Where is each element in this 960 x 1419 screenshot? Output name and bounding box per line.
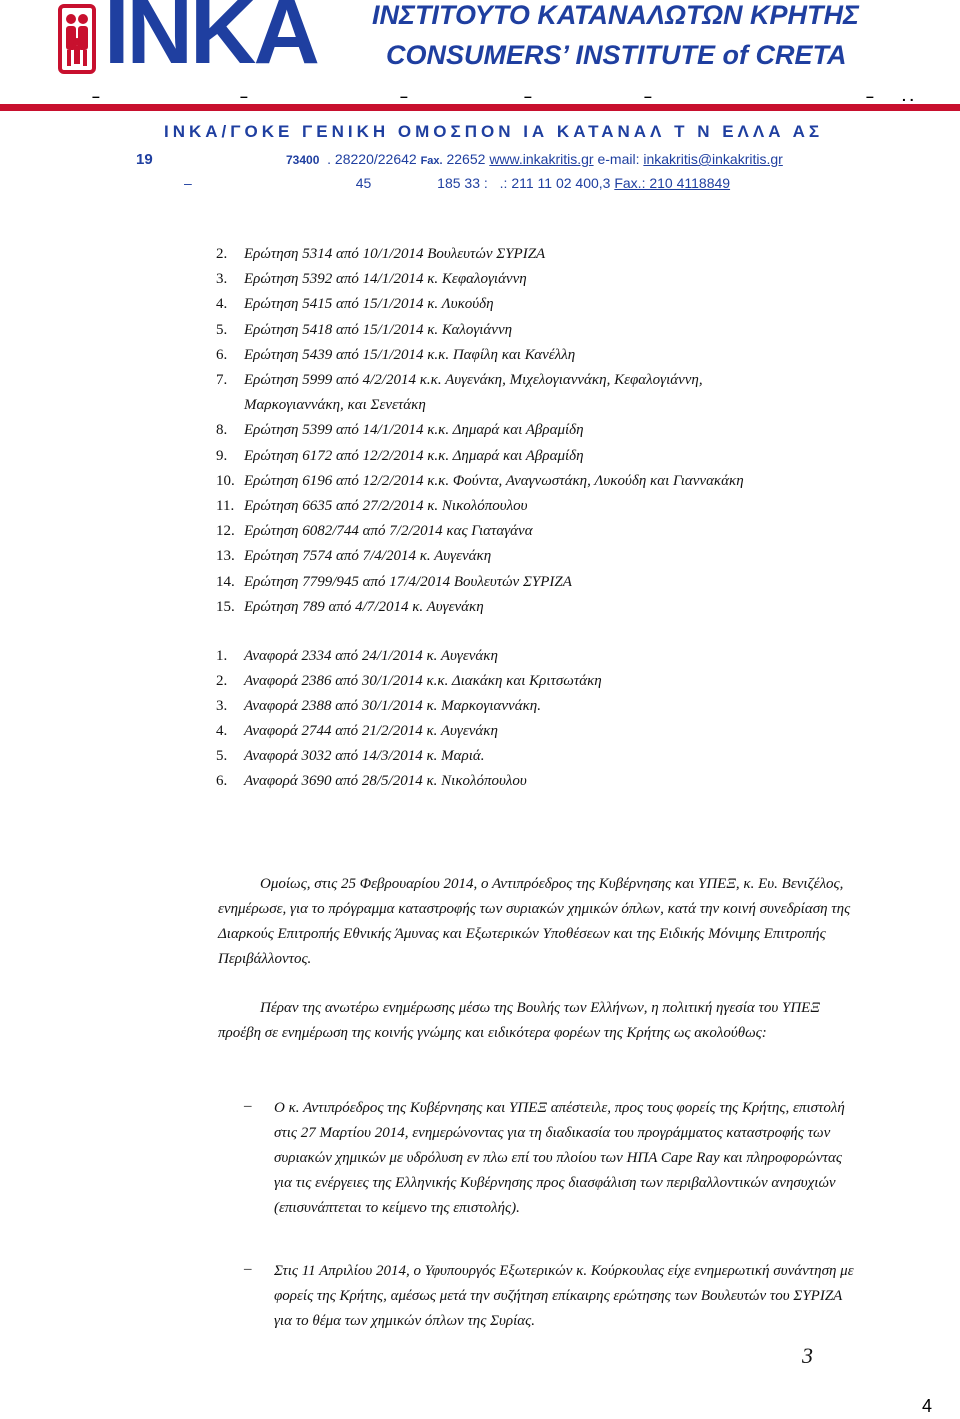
list-item bbox=[216, 599, 484, 616]
list-item-text: Μαρκογιαννάκη, και Σενετάκη bbox=[244, 397, 426, 414]
list-item-text: Ερώτηση 5314 από 10/1/2014 Βουλευτών ΣΥΡΙΖΑ bbox=[244, 246, 546, 262]
website-link[interactable]: www.inkakritis.gr bbox=[489, 151, 594, 167]
bullet-dash: – bbox=[244, 1098, 252, 1114]
list-item bbox=[216, 246, 545, 263]
header-dots: . . bbox=[902, 88, 914, 104]
list-item-number: 3. bbox=[216, 698, 228, 714]
postcode: 73400 bbox=[286, 153, 320, 167]
email-link[interactable]: inkakritis@inkakritis.gr bbox=[643, 151, 783, 167]
list-item-number: 5. bbox=[216, 321, 228, 338]
list-item bbox=[216, 773, 527, 790]
list-item-text: Ερώτηση 5399 από 14/1/2014 κ.κ. Δημαρά και Αβραμίδη bbox=[244, 422, 584, 439]
athens-postcode: 185 33 : bbox=[437, 175, 488, 191]
list-item bbox=[216, 296, 494, 313]
phone: . 28220/22642 bbox=[327, 151, 417, 167]
institute-logo-emblem bbox=[58, 4, 96, 74]
fax-number: 22652 bbox=[446, 151, 486, 167]
list-item-number: 1. bbox=[216, 648, 228, 664]
list-item-text: Ερώτηση 5415 από 15/1/2014 κ. Λυκούδη bbox=[244, 296, 494, 313]
athens-contact-line bbox=[184, 175, 730, 191]
list-item bbox=[216, 473, 744, 490]
list-item bbox=[216, 498, 528, 515]
list-item bbox=[216, 748, 485, 765]
list-item bbox=[216, 372, 703, 389]
list-item bbox=[216, 698, 541, 715]
header-dash: – bbox=[644, 88, 652, 104]
list-item bbox=[216, 271, 527, 288]
list-item-number: 7. bbox=[216, 372, 228, 388]
header-dash: – bbox=[524, 88, 532, 104]
list-item bbox=[216, 347, 575, 364]
list-item-text: Ερώτηση 7574 από 7/4/2014 κ. Αυγενάκη bbox=[244, 548, 492, 565]
list-item-text: Ερώτηση 5999 από 4/2/2014 κ.κ. Αυγενάκη, Μιχελογιαννάκη, Κεφαλογιάννη, bbox=[244, 372, 703, 388]
athens-address-number: 45 bbox=[355, 175, 372, 191]
list-item-number: 5. bbox=[216, 748, 228, 764]
fax-label: Fax. bbox=[420, 155, 443, 167]
athens-fax: Fax.: 210 4118849 bbox=[614, 175, 731, 191]
list-item bbox=[216, 548, 491, 565]
list-item-number: 4. bbox=[216, 296, 228, 313]
address-number: 19 bbox=[136, 151, 153, 168]
list-item-text: Αναφορά 2744 από 21/2/2014 κ. Αυγενάκη bbox=[244, 723, 498, 739]
list-item-number: 10. bbox=[216, 472, 235, 489]
list-item-text: Αναφορά 2388 από 30/1/2014 κ. Μαρκογιαννάκη. bbox=[244, 698, 541, 714]
header-divider bbox=[0, 104, 960, 111]
bullet-dash: – bbox=[244, 1261, 252, 1277]
list-item bbox=[216, 448, 584, 465]
email-label: e-mail: bbox=[597, 151, 640, 167]
list-item bbox=[216, 322, 512, 339]
list-item bbox=[216, 523, 533, 540]
paragraph-public-information: Πέραν της ανωτέρω ενημέρωσης μέσω της Βουλής των Ελλήνων, η πολιτική ηγεσία του ΥΠΕΞ προέβη σε ενημέρωση της κοινής γνώμης και ειδικότερα φορέων της Κρήτης ως ακολούθως: bbox=[218, 1000, 820, 1041]
institute-name-greek: ΙΝΣΤΙΤΟΥΤΟ ΚΑΤΑΝΑΛΩΤΩΝ ΚΡΗΤΗΣ bbox=[372, 0, 859, 30]
bullet-letter: Ο κ. Αντιπρόεδρος της Κυβέρνησης και ΥΠΕΞ απέστειλε, προς τους φορείς της Κρήτης, επιστολή στις 27 Μαρτίου 2014, ενημερώνοντας για τη διαδικασία του προγράμματος καταστροφής των συριακών χημικών με υδρόλυση εν πλω επί του πλοίου των ΗΠΑ Cape Ray και πληροφορώντας για τις ενέργειες της Ελληνικής Κυβέρνησης προς διασφάλιση των περιβαλλοντικών ανησυχιών (επισυνάπτεται το κείμενο της επιστολής). bbox=[274, 1100, 845, 1216]
list-item-text: Αναφορά 2334 από 24/1/2014 κ. Αυγενάκη bbox=[244, 648, 498, 664]
athens-phone: .: 211 11 02 400,3 bbox=[499, 175, 611, 191]
list-item-number: 4. bbox=[216, 723, 228, 739]
family-figures-icon bbox=[62, 8, 92, 70]
list-item bbox=[216, 723, 498, 740]
institute-name-english: CONSUMERS’ INSTITUTE of CRETA bbox=[386, 40, 847, 70]
list-item-number: 8. bbox=[216, 422, 228, 439]
federation-line: ΙΝΚΑ/ΓΟΚΕ ΓΕΝΙΚΗ ΟΜΟΣΠΟΝ ΙΑ ΚΑΤΑΝΑΛ Τ Ν ΕΛΛΑ ΑΣ bbox=[164, 122, 824, 141]
list-item-text: Ερώτηση 5418 από 15/1/2014 κ. Καλογιάννη bbox=[244, 321, 513, 338]
list-item-number: 15. bbox=[216, 598, 235, 615]
list-item-number: 6. bbox=[216, 346, 228, 363]
list-item-number: 2. bbox=[216, 673, 228, 689]
list-item-number: 11. bbox=[216, 498, 235, 514]
list-item-text: Αναφορά 3690 από 28/5/2014 κ. Νικολόπουλου bbox=[244, 773, 527, 789]
list-item-text: Ερώτηση 6172 από 12/2/2014 κ.κ. Δημαρά και Αβραμίδη bbox=[244, 447, 584, 464]
list-item-text: Ερώτηση 6635 από 27/2/2014 κ. Νικολόπουλου bbox=[244, 498, 528, 514]
inka-logo-text: INKA bbox=[104, 0, 317, 83]
scan-page-number: 3 bbox=[802, 1343, 813, 1368]
list-item-text: Αναφορά 2386 από 30/1/2014 κ.κ. Διακάκη και Κριτσωτάκη bbox=[244, 673, 602, 689]
list-item bbox=[216, 648, 498, 665]
header-dash: – bbox=[866, 88, 874, 104]
list-item bbox=[216, 673, 602, 690]
list-item-number: 9. bbox=[216, 447, 228, 464]
list-item-number: 13. bbox=[216, 548, 235, 565]
list-item-text: Ερώτηση 5439 από 15/1/2014 κ.κ. Παφίλη και Κανέλλη bbox=[244, 346, 576, 363]
list-item-number: 12. bbox=[216, 523, 235, 540]
list-item-text: Ερώτηση 7799/945 από 17/4/2014 Βουλευτών ΣΥΡΙΖΑ bbox=[244, 573, 572, 590]
header-dash: – bbox=[400, 88, 408, 104]
list-item-text: Ερώτηση 789 από 4/7/2014 κ. Αυγενάκη bbox=[244, 598, 484, 615]
bullet-meeting: Στις 11 Απριλίου 2014, ο Υφυπουργός Εξωτερικών κ. Κούρκουλας είχε ενημερωτική συνάντηση με φορείς της Κρήτης, αμέσως μετά την συζήτηση επίκαιρης ερώτησης των Βουλευτών του ΣΥΡΙΖΑ για το θέμα των χημικών όπλων της Συρίας. bbox=[274, 1263, 854, 1329]
page-number: 4 bbox=[921, 1396, 932, 1416]
list-item-text: Ερώτηση 6082/744 από 7/2/2014 κας Γιαταγάνα bbox=[244, 523, 533, 540]
header-dash: – bbox=[92, 88, 100, 104]
contact-line bbox=[286, 151, 783, 167]
list-item-number: 3. bbox=[216, 271, 228, 288]
list-item-number: 6. bbox=[216, 773, 228, 789]
list-item-number: 14. bbox=[216, 573, 235, 590]
list-item-number: 2. bbox=[216, 246, 228, 262]
paragraph-briefing: Ομοίως, στις 25 Φεβρουαρίου 2014, ο Αντιπρόεδρος της Κυβέρνησης και ΥΠΕΞ, κ. Ευ. Βενιζέλος, ενημέρωσε, για το πρόγραμμα καταστροφής των συριακών χημικών όπλων, κατά την κοινή συνεδρίαση της Διαρκούς Επιτροπής Εθνικής Άμυνας και Εξωτερικών Υποθέσεων και της Ειδικής Μόνιμης Επιτροπής Περιβάλλοντος. bbox=[218, 876, 851, 967]
header-dash: – bbox=[184, 175, 192, 191]
header-dash: – bbox=[240, 88, 248, 104]
list-item bbox=[216, 574, 572, 591]
list-item-text: Ερώτηση 5392 από 14/1/2014 κ. Κεφαλογιάννη bbox=[244, 271, 527, 288]
list-item bbox=[216, 422, 584, 439]
list-item-text: Αναφορά 3032 από 14/3/2014 κ. Μαριά. bbox=[244, 748, 485, 764]
list-item-text: Ερώτηση 6196 από 12/2/2014 κ.κ. Φούντα, Αναγνωστάκη, Λυκούδη και Γιαννακάκη bbox=[244, 472, 744, 489]
list-item bbox=[216, 397, 426, 414]
